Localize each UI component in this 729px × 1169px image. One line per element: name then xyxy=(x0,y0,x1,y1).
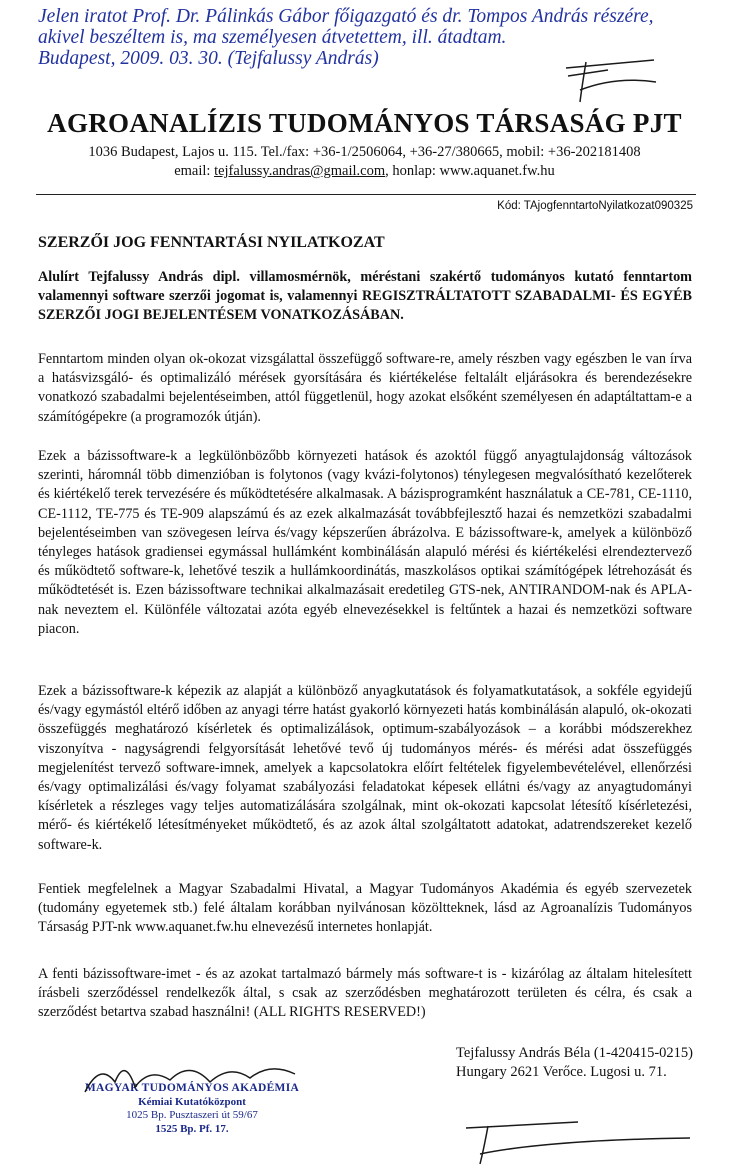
signer-address: Hungary 2621 Verőce. Lugosi u. 71. xyxy=(456,1064,667,1080)
signer-name: Tejfalussy András Béla (1-420415-0215) xyxy=(456,1045,693,1061)
stamp-line: 1525 Bp. Pf. 17. xyxy=(155,1122,229,1135)
organization-name: AGROANALÍZIS TUDOMÁNYOS TÁRSASÁG PJT xyxy=(47,108,682,138)
document-code: Kód: TAjogfenntartoNyilatkozat090325 xyxy=(497,200,693,212)
paragraph-5: A fenti bázissoftware-imet - és az azokat tartalmazó bármely más software-t is - kizárólag az általam hitelesített írásbeli szerződéssel rendelkezők által, s csak az szerződésben meghatározott területen és célra, és csak a szerződést betartva szabad használni! (ALL RIGHTS RESERVED!) xyxy=(38,966,692,1021)
stamp-signature-icon xyxy=(80,1052,310,1102)
email-label: email: xyxy=(174,163,215,179)
paragraph-4: Fentiek megfelelnek a Magyar Szabadalmi Hivatal, a Magyar Tudományos Akadémia és egyéb szervezetek (tudomány egyetemek stb.) felé általam korábban nyilvánosan közöltteknek, lásd az Agroanalízis Tudományos Társaság PJT-nk www.aquanet.fw.hu elnevezésű internetes honlapját. xyxy=(38,881,692,936)
paragraph-2: Ezek a bázissoftware-k a legkülönbözőbb környezeti hatások és azoktól függő anyagtulajdonság változások szerinti, háromnál több dimenzióban is folytonos (vagy kvázi-folytonos) ténylegesen megvalósítható kezelőterek és kiértékelő terek tervezésére és működtetésére alkalmasak. A bázisprogramként használatuk a CE-781, CE-1110, CE-1112, TE-775 és TE-909 alapszámú és az ezek alkalmazását továbbfejlesztő hazai és nemzetközi szabadalmi bejelentéseimben van szövegesen leírva és/vagy képszerűen ábrázolva. E bázissoftware-k, amelyek a különböző tényleges hatások gradiensei egymással hullámként kombinálásán alapuló mérési és kiértékelési elrendeztervező és működtető software-k, lehetővé teszik a hullámkoordinátás, maszkolásos optikai számítógépek létrehozását és működtetését is. Ezen bázissoftware technikai alkalmazásait eredetileg GTS-nek, ANTIRANDOM-nak és APLA-nak neveztem el. Különféle változatai azóta egyéb elnevezésekkel is feltűntek a hazai és nemzetközi software piacon. xyxy=(38,448,692,637)
organization-contact xyxy=(0,163,729,180)
author-signature-icon xyxy=(458,1108,698,1168)
stamp-line: 1025 Bp. Pusztaszeri út 59/67 xyxy=(126,1109,258,1121)
lead-paragraph: Alulírt Tejfalussy András dipl. villamosmérnök, méréstani szakértő tudományos kutató fenntartom valamennyi software szerzői jogomat is, valamennyi REGISZTRÁLTATOTT SZABADALMI- ÉS EGYÉB SZERZŐI JOGI BEJELENTÉSEM VONATKOZÁSÁBAN. xyxy=(38,269,692,324)
paragraph-1: Fenntartom minden olyan ok-okozat vizsgálattal összefüggő software-re, amely részben vagy egészben le van írva a hatásvizsgáló- és optimalizáló mérések gyorsítására és kiértékelése feltalált eljárásokra és berendezésekre vonatkozó szabadalmi bejelentéseimben, attól függetlenül, hogy azokat elsőként személyesen én adaptáltattam-e a számítógépekre (a programozók útján). xyxy=(38,351,692,425)
stamp-title: MAGYAR TUDOMÁNYOS AKADÉMIA xyxy=(84,1082,300,1094)
signature-block xyxy=(456,1044,693,1082)
note-line: Budapest, 2009. 03. 30. (Tejfalussy András) xyxy=(38,48,379,69)
homepage-text: , honlap: www.aquanet.fw.hu xyxy=(385,163,555,179)
stamp-line: Kémiai Kutatóközpont xyxy=(138,1095,246,1108)
note-line: akivel beszéltem is, ma személyesen átvetettem, ill. átadtam. xyxy=(38,27,507,48)
document-title: SZERZŐI JOG FENNTARTÁSI NYILATKOZAT xyxy=(38,234,385,251)
note-signature-icon xyxy=(556,46,666,106)
note-line: Jelen iratot Prof. Dr. Pálinkás Gábor főigazgató és dr. Tompos András részére, xyxy=(38,6,654,27)
email-link[interactable]: tejfalussy.andras@gmail.com xyxy=(214,163,386,179)
organization-address: 1036 Budapest, Lajos u. 115. Tel./fax: +36-1/2506064, +36-27/380665, mobil: +36-202181408 xyxy=(88,144,641,160)
header-divider xyxy=(36,194,696,195)
paragraph-3: Ezek a bázissoftware-k képezik az alapját a különböző anyagkutatások és folyamatkutatások, a sokféle egyidejű és/vagy egymástól eltérő időben az anyagi térre hatást gyakorló környezeti hatás kombinálásán alapuló, ok-okozati összefüggés meghatározó kísérletek és optimalizálások, optimum-szabályozások – a korábbi módszerekhez viszonyítva - nagyságrendi felgyorsítását lehetővé tevő új tudományos mérés- és mérési adat összefüggés megjelenítést tervező software-imnek, amelyek a kapcsolatokra előírt feltételek figyelembevételével, ellenőrzési és/vagy optimalizálási és/vagy folyamat szabályozási feladatokat képesek ellátni és/vagy az anyagtudományi kísérletek a részleges vagy teljes automatizálására szolgálnak, mint ok-okozati kapcsolat létesítő kísérletezési, mérő- és kiértékelő létesítményeket működtető, és az azok által szolgáltatott adatokat, adatrendszereket kezelő software-k. xyxy=(38,683,692,853)
